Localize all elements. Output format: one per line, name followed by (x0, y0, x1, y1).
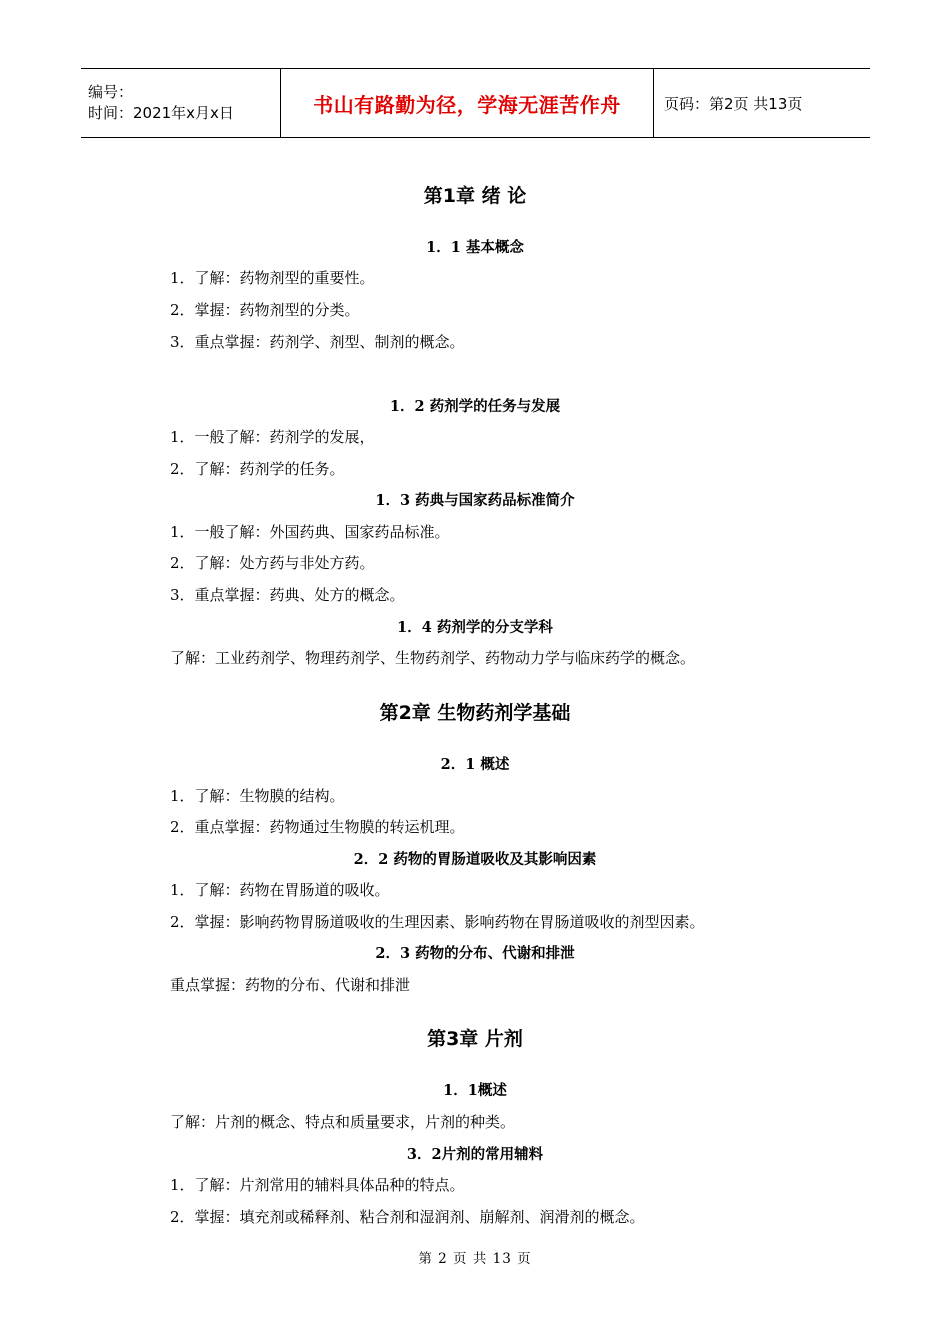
list-item: 重点掌握：药物的分布、代谢和排泄 (170, 976, 411, 994)
section-title: 1．2 药剂学的任务与发展 (389, 398, 561, 415)
page-header (81, 68, 870, 138)
list-item: 1．了解：片剂常用的辅料具体品种的特点。 (170, 1176, 465, 1194)
header-page-info (654, 69, 870, 137)
list-item: 1．了解：药物剂型的重要性。 (170, 269, 375, 287)
page-footer: 第 2 页 共 13 页 (418, 1251, 532, 1267)
section-title: 2．3 药物的分布、代谢和排泄 (375, 945, 575, 962)
list-item: 1．了解：生物膜的结构。 (170, 787, 345, 805)
section-title: 1．1 基本概念 (426, 239, 524, 256)
section-title: 1．4 药剂学的分支学科 (397, 619, 553, 636)
list-item: 1．了解：药物在胃肠道的吸收。 (170, 881, 390, 899)
header-motto (281, 69, 654, 137)
list-item: 2．掌握：药物剂型的分类。 (170, 301, 360, 319)
chapter-title: 第1章 绪 论 (423, 185, 527, 207)
section-title: 2．2 药物的胃肠道吸收及其影响因素 (353, 851, 597, 868)
list-item: 1．一般了解：药剂学的发展， (170, 428, 375, 446)
list-item: 2．了解：药剂学的任务。 (170, 460, 345, 478)
list-item: 1．一般了解：外国药典、国家药品标准。 (170, 523, 450, 541)
section-title: 1．3 药典与国家药品标准简介 (375, 492, 575, 509)
list-item: 了解：片剂的概念、特点和质量要求，片剂的种类。 (170, 1113, 516, 1131)
list-item: 2．掌握：填充剂或稀释剂、粘合剂和湿润剂、崩解剂、润滑剂的概念。 (170, 1208, 645, 1226)
header-number-label: 编号： (88, 83, 134, 101)
list-item: 2．重点掌握：药物通过生物膜的转运机理。 (170, 818, 465, 836)
header-motto-text: 书山有路勤为径，学海无涯苦作舟 (313, 92, 621, 117)
chapter-title: 第2章 生物药剂学基础 (379, 702, 571, 724)
header-meta (81, 69, 281, 137)
header-page-info-text: 页码：第2页 共13页 (664, 94, 803, 113)
list-item: 3．重点掌握：药典、处方的概念。 (170, 586, 405, 604)
section-title: 1．1概述 (443, 1082, 507, 1099)
list-item: 2．了解：处方药与非处方药。 (170, 554, 375, 572)
section-title: 3．2片剂的常用辅料 (406, 1146, 544, 1163)
header-time-label: 时间：2021年x月x日 (88, 104, 234, 122)
list-item: 了解：工业药剂学、物理药剂学、生物药剂学、药物动力学与临床药学的概念。 (170, 649, 696, 667)
list-item: 2．掌握：影响药物胃肠道吸收的生理因素、影响药物在胃肠道吸收的剂型因素。 (170, 913, 705, 931)
list-item: 3．重点掌握：药剂学、剂型、制剂的概念。 (170, 333, 465, 351)
section-title: 2．1 概述 (440, 756, 510, 773)
chapter-title: 第3章 片剂 (427, 1028, 523, 1050)
